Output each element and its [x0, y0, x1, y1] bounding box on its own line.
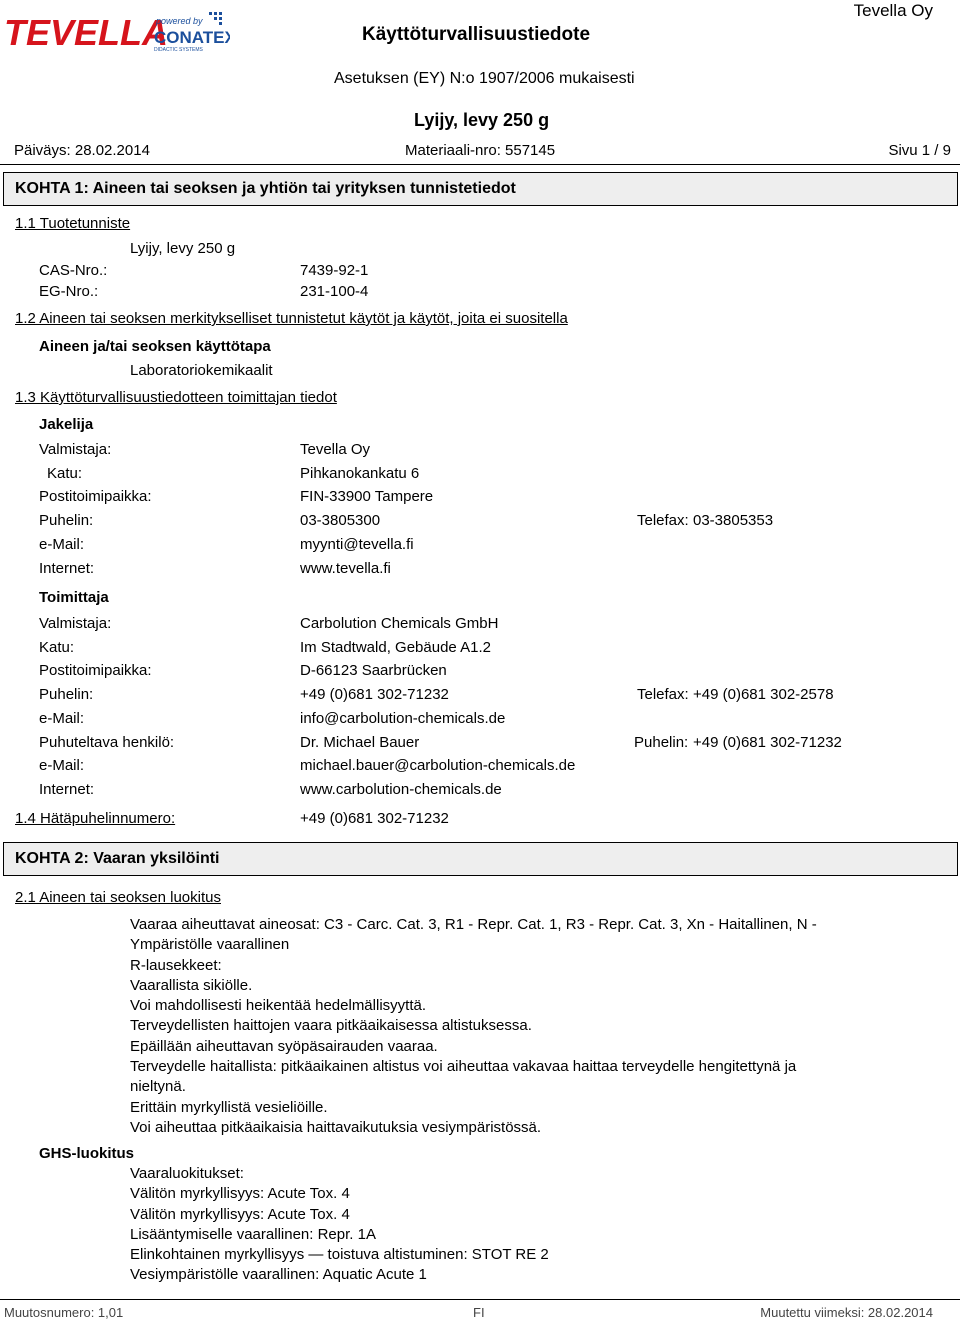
- distributor-street-value: Pihkanokankatu 6: [300, 465, 420, 482]
- distributor-manufacturer-label: Valmistaja:: [39, 441, 112, 458]
- logo-tevella-text: TEVELLA: [4, 12, 169, 53]
- logo-powered-text: powered by: [156, 16, 203, 26]
- cas-label: CAS-Nro.:: [39, 262, 108, 279]
- distributor-fax-value: 03-3805353: [693, 512, 774, 529]
- subsection-1-1-title: 1.1 Tuotetunniste: [15, 215, 131, 232]
- classification-line: Voi mahdollisesti heikentää hedelmällisyyttä.: [130, 997, 426, 1015]
- section-2-title: KOHTA 2: Vaaran yksilöinti: [15, 850, 220, 867]
- section-1-title: KOHTA 1: Aineen tai seoksen ja yhtiön tai yrityksen tunnistetiedot: [15, 180, 516, 197]
- ghs-line: Vesiympäristölle vaarallinen: Aquatic Acute 1: [130, 1266, 427, 1284]
- supplier-city-label: Postitoimipaikka:: [39, 662, 152, 679]
- supplier-fax-value: +49 (0)681 302-2578: [693, 686, 834, 703]
- supplier-heading: Toimittaja: [39, 589, 109, 606]
- supplier-city-value: D-66123 Saarbrücken: [300, 662, 447, 679]
- ghs-block: [130, 1164, 855, 1286]
- footer-language: FI: [473, 1305, 485, 1320]
- supplier-manufacturer-value: Carbolution Chemicals GmbH: [300, 615, 499, 632]
- supplier-contact-phone-label: Puhelin:: [634, 734, 689, 751]
- supplier-manufacturer-label: Valmistaja:: [39, 615, 112, 632]
- header-company: Tevella Oy: [853, 1, 933, 20]
- classification-line: Vaarallista sikiölle.: [130, 976, 253, 994]
- distributor-manufacturer-value: Tevella Oy: [300, 441, 371, 458]
- eg-value: 231-100-4: [300, 283, 369, 300]
- subsection-1-2-title: 1.2 Aineen tai seoksen merkitykselliset tunnistetut käytöt ja käytöt, joita ei suositella: [15, 310, 568, 327]
- tevella-logo: [4, 10, 230, 54]
- classification-line: Terveydellisten haittojen vaara pitkäaikaisessa altistuksessa.: [130, 1017, 532, 1035]
- distributor-heading: Jakelija: [39, 416, 94, 433]
- use-label: Aineen ja/tai seoksen käyttötapa: [39, 338, 271, 355]
- ghs-line: Lisääntymiselle vaarallinen: Repr. 1A: [130, 1225, 376, 1243]
- cas-value: 7439-92-1: [300, 262, 369, 279]
- date-text: Päiväys: 28.02.2014: [14, 142, 150, 159]
- ghs-line: Vaaraluokitukset:: [130, 1165, 244, 1182]
- supplier-internet-value[interactable]: www.carbolution-chemicals.de: [300, 781, 502, 798]
- emergency-phone-value: +49 (0)681 302-71232: [300, 810, 449, 827]
- logo-sub-text: DIDACTIC SYSTEMS: [154, 47, 203, 53]
- distributor-phone-label: Puhelin:: [39, 512, 94, 529]
- section-2-header: [3, 842, 958, 876]
- material-number: Materiaali-nro: 557145: [405, 142, 556, 159]
- supplier-email-label: e-Mail:: [39, 710, 85, 727]
- eg-label: EG-Nro.:: [39, 283, 99, 300]
- supplier-contact-value: Dr. Michael Bauer: [300, 734, 420, 751]
- subsection-1-4-title: 1.4 Hätäpuhelinnumero:: [15, 810, 176, 827]
- classification-line: Epäillään aiheuttavan syöpäsairauden vaaraa.: [130, 1037, 438, 1055]
- document-title: Käyttöturvallisuustiedote: [362, 24, 591, 45]
- footer-divider: [0, 1299, 960, 1300]
- supplier-phone-label: Puhelin:: [39, 686, 94, 703]
- supplier-contact-label: Puhuteltava henkilö:: [39, 734, 175, 751]
- distributor-email-label: e-Mail:: [39, 536, 85, 553]
- subsection-2-1-title: 2.1 Aineen tai seoksen luokitus: [15, 889, 221, 906]
- ghs-label: GHS-luokitus: [39, 1145, 135, 1162]
- product-name: Lyijy, levy 250 g: [130, 240, 236, 257]
- supplier-phone-value: +49 (0)681 302-71232: [300, 686, 449, 703]
- product-title: Lyijy, levy 250 g: [414, 110, 550, 130]
- supplier-internet-label: Internet:: [39, 781, 95, 798]
- distributor-city-label: Postitoimipaikka:: [39, 488, 152, 505]
- classification-line: Vaaraa aiheuttavat aineosat: C3 - Carc. Cat. 3, R1 - Repr. Cat. 1, R3 - Repr. Cat. 3, Xn - Haitallinen, N - Ympäristölle vaarallinen: [130, 916, 817, 954]
- logo-conatex-text: CONATEX: [154, 28, 230, 47]
- subsection-1-3-title: 1.3 Käyttöturvallisuustiedotteen toimittajan tiedot: [15, 389, 337, 406]
- supplier-email-value[interactable]: info@carbolution-chemicals.de: [300, 710, 506, 727]
- supplier-fax-label: Telefax:: [637, 686, 689, 703]
- distributor-email-value[interactable]: myynti@tevella.fi: [300, 536, 414, 553]
- distributor-phone-value: 03-3805300: [300, 512, 381, 529]
- ghs-line: Elinkohtainen myrkyllisyys — toistuva altistuminen: STOT RE 2: [130, 1246, 549, 1264]
- ghs-line: Välitön myrkyllisyys: Acute Tox. 4: [130, 1185, 350, 1203]
- header-divider: [0, 164, 960, 165]
- classification-line: Erittäin myrkyllistä vesieliöille.: [130, 1098, 328, 1116]
- supplier-email2-label: e-Mail:: [39, 757, 85, 774]
- classification-block: [130, 915, 855, 1138]
- distributor-fax-label: Telefax:: [637, 512, 689, 529]
- use-value: Laboratoriokemikaalit: [130, 362, 273, 379]
- supplier-email2-value[interactable]: michael.bauer@carbolution-chemicals.de: [300, 757, 576, 774]
- page-number: Sivu 1 / 9: [888, 142, 951, 159]
- footer-modified: Muutettu viimeksi: 28.02.2014: [760, 1305, 933, 1320]
- distributor-internet-value[interactable]: www.tevella.fi: [300, 560, 391, 577]
- section-1-header: [3, 172, 958, 206]
- ghs-line: Välitön myrkyllisyys: Acute Tox. 4: [130, 1205, 350, 1223]
- footer-revision: Muutosnumero: 1,01: [4, 1305, 124, 1320]
- classification-line: Terveydelle haitallista: pitkäaikainen altistus voi aiheuttaa vakavaa haittaa terveydelle hengitettynä ja nieltynä.: [130, 1058, 797, 1096]
- distributor-street-label: Katu:: [47, 465, 83, 482]
- regulation-text: Asetuksen (EY) N:o 1907/2006 mukaisesti: [334, 70, 635, 87]
- distributor-internet-label: Internet:: [39, 560, 95, 577]
- classification-line: Voi aiheuttaa pitkäaikaisia haittavaikutuksia vesiympäristössä.: [130, 1118, 542, 1136]
- supplier-contact-phone-value: +49 (0)681 302-71232: [693, 734, 842, 751]
- supplier-street-value: Im Stadtwald, Gebäude A1.2: [300, 639, 491, 656]
- supplier-street-label: Katu:: [39, 639, 75, 656]
- distributor-city-value: FIN-33900 Tampere: [300, 488, 434, 505]
- classification-line: R-lausekkeet:: [130, 956, 222, 974]
